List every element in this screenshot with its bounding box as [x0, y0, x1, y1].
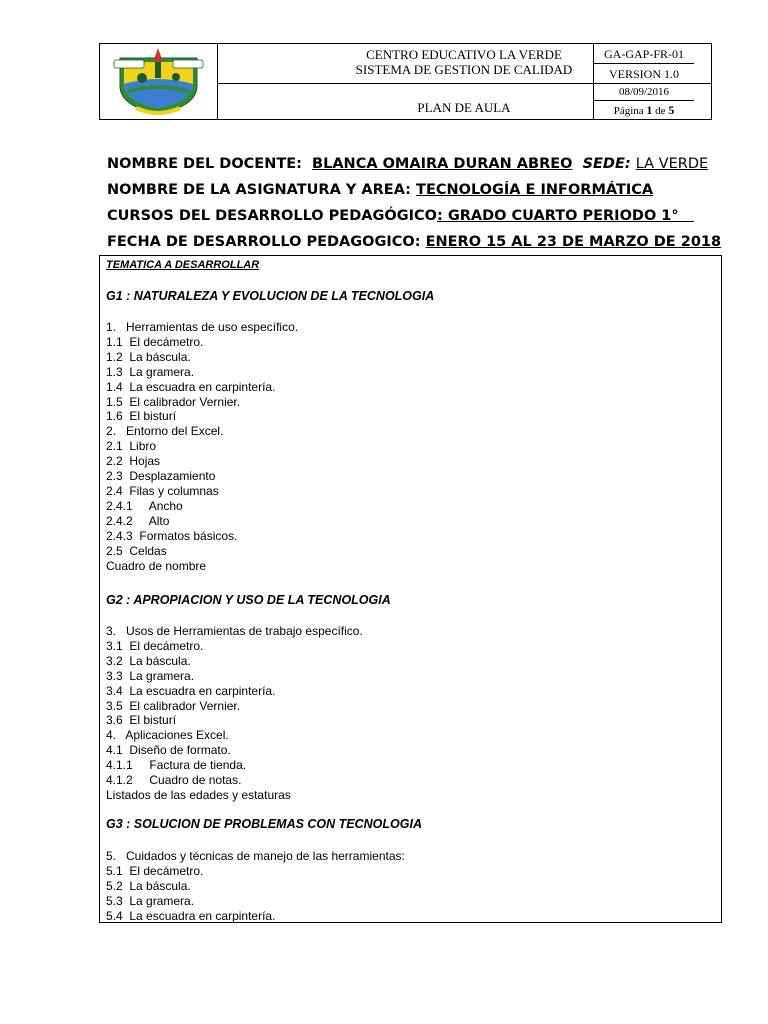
list-item: 2.2 Hojas — [106, 454, 161, 469]
list-item: 2.4.1 Ancho — [106, 498, 183, 513]
list-item: 1.6 El bisturí — [106, 409, 177, 424]
list-item: 2.3 Desplazamiento — [106, 469, 216, 484]
list-item: 1.4 La escuadra en carpintería. — [106, 379, 276, 394]
section-heading-g1: G1 : NATURALEZA Y EVOLUCION DE LA TECNOLOGIA — [106, 289, 435, 303]
header-meta-cell — [593, 44, 694, 119]
document-date: 08/09/2016 — [594, 84, 694, 101]
list-item: 3.3 La gramera. — [106, 668, 195, 683]
list-item: 5.1 El decámetro. — [106, 863, 204, 878]
list-item: 2.4.2 Alto — [106, 513, 170, 528]
list-item: 3.1 El decámetro. — [106, 638, 204, 653]
logo-cell — [100, 44, 218, 119]
topics-box — [99, 255, 722, 923]
page-counter — [594, 101, 694, 119]
list-item: 1.5 El calibrador Vernier. — [106, 394, 241, 409]
courses-line: CURSOS DEL DESARROLLO PEDAGÓGICO: GRADO CUARTO PERIODO 1° — [107, 208, 679, 224]
list-item: 2. Entorno del Excel. — [106, 424, 224, 439]
school-shield-logo-icon — [100, 44, 217, 119]
list-item: 5.3 La gramera. — [106, 893, 195, 908]
document-type: PLAN DE AULA — [417, 100, 511, 115]
teacher-label: NOMBRE DEL DOCENTE: — [107, 156, 302, 172]
section-heading-g3: G3 : SOLUCION DE PROBLEMAS CON TECNOLOGIA — [106, 817, 422, 831]
list-item: 1.3 La gramera. — [106, 364, 195, 379]
sede-value: LA VERDE — [635, 156, 709, 172]
teacher-line: NOMBRE DEL DOCENTE: BLANCA OMAIRA DURAN ABREO SEDE: LA VERDE — [107, 156, 709, 172]
list-item: 2.1 Libro — [106, 439, 157, 454]
list-item: 2.5 Celdas — [106, 543, 167, 558]
page-total: 5 — [668, 103, 675, 117]
list-item: 4.1.2 Cuadro de notas. — [106, 773, 242, 788]
list-item: 1.2 La báscula. — [106, 349, 191, 364]
page-of: de — [655, 105, 666, 117]
document-code: GA-GAP-FR-01 — [594, 44, 694, 64]
list-item: 5.2 La báscula. — [106, 878, 191, 893]
topics-title: TEMATICA A DESARROLLAR — [106, 259, 260, 271]
list-item: Cuadro de nombre — [106, 558, 207, 573]
list-item: 2.4 Filas y columnas — [106, 483, 219, 498]
list-item: 1.1 El decámetro. — [106, 334, 204, 349]
list-item: 3.4 La escuadra en carpintería. — [106, 683, 276, 698]
document-version: VERSION 1.0 — [594, 64, 694, 84]
list-item: 3. Usos de Herramientas de trabajo específico. — [106, 624, 363, 638]
list-item: 4. Aplicaciones Excel. — [106, 728, 229, 743]
list-item: 5.4 La escuadra en carpintería. — [106, 908, 276, 923]
courses-value: GRADO CUARTO PERIODO 1° — [447, 208, 679, 224]
date-value: ENERO 15 AL 23 DE MARZO DE 2018 — [425, 234, 722, 250]
subject-label: NOMBRE DE LA ASIGNATURA Y AREA: — [107, 182, 411, 198]
date-line — [107, 233, 721, 251]
section-list-g3 — [106, 849, 405, 923]
teacher-value: BLANCA OMAIRA DURAN ABREO — [312, 156, 573, 172]
section-list-g1 — [106, 320, 298, 573]
page-number: 1 — [646, 103, 653, 117]
sede-label: SEDE — [582, 156, 625, 172]
date-label: FECHA DE DESARROLLO PEDAGOGICO: — [107, 234, 421, 250]
list-item: Listados de las edades y estaturas — [106, 787, 291, 802]
institution-name: CENTRO EDUCATIVO LA VERDE — [366, 47, 562, 62]
list-item: 5. Cuidados y técnicas de manejo de las herramientas: — [106, 849, 405, 863]
list-item: 3.6 El bisturí — [106, 713, 177, 728]
page-word: Página — [613, 105, 644, 117]
list-item: 3.2 La báscula. — [106, 653, 191, 668]
courses-label: CURSOS DEL DESARROLLO PEDAGÓGICO — [107, 208, 437, 224]
section-heading-g2: G2 : APROPIACION Y USO DE LA TECNOLOGIA — [106, 593, 391, 607]
subject-value: TECNOLOGÍA E INFORMÁTICA — [416, 182, 654, 198]
list-item: 3.5 El calibrador Vernier. — [106, 698, 241, 713]
quality-system-name: SISTEMA DE GESTION DE CALIDAD — [355, 62, 573, 77]
list-item: 1. Herramientas de uso específico. — [106, 320, 299, 334]
section-list-g2 — [106, 624, 363, 803]
subject-line — [107, 181, 653, 199]
list-item: 2.4.3 Formatos básicos. — [106, 528, 238, 543]
list-item: 4.1.1 Factura de tienda. — [106, 758, 247, 773]
document-header-table — [99, 43, 712, 120]
list-item: 4.1 Diseño de formato. — [106, 743, 231, 758]
